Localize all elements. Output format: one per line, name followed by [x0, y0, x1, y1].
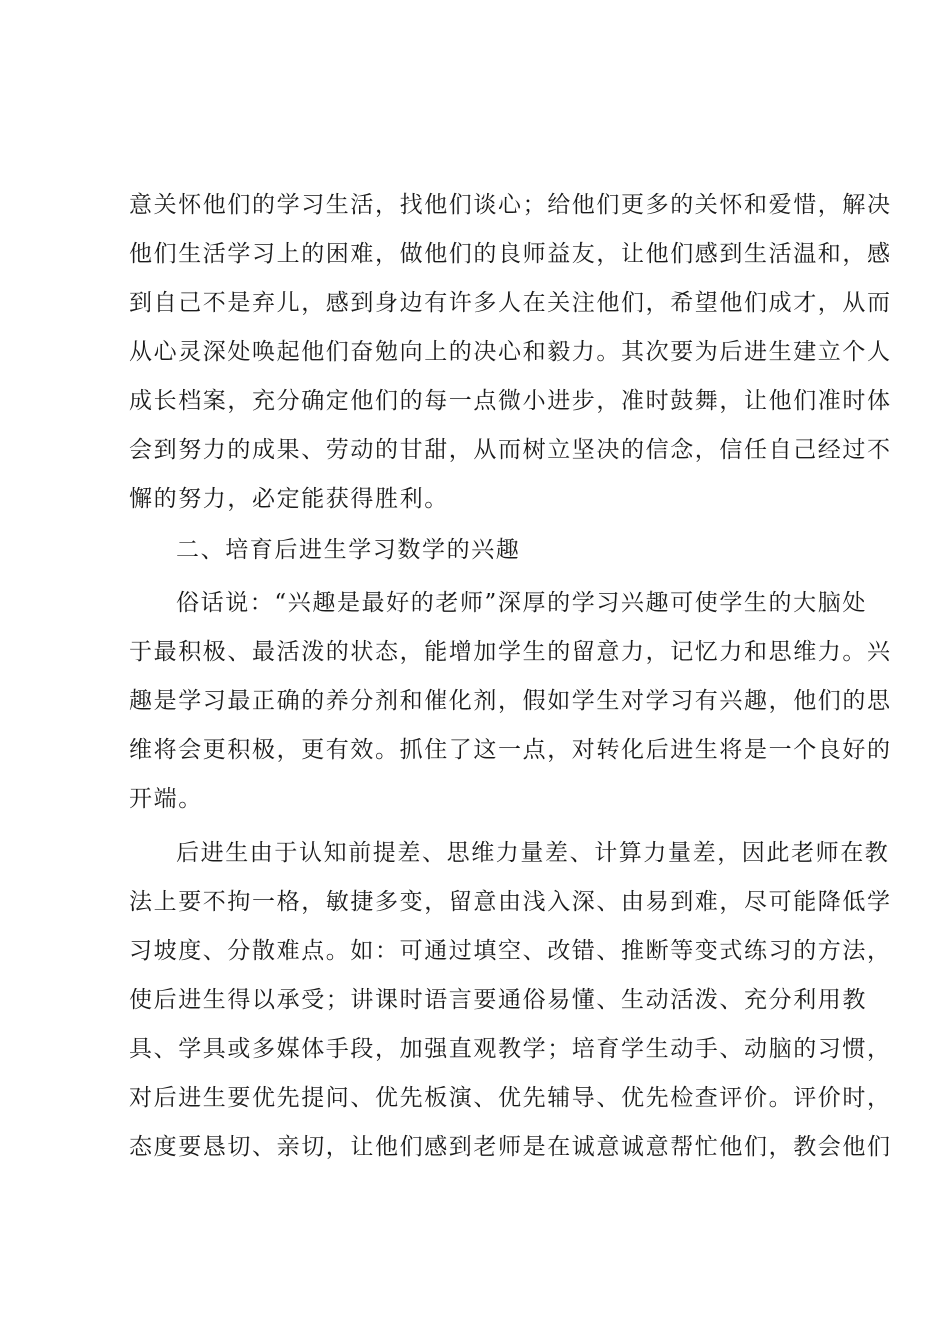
paragraph-line: 后进生由于认知前提差、思维力量差、计算力量差，因此老师在教 [176, 840, 890, 866]
paragraph-line: 使后进生得以承受；讲课时语言要通俗易懂、生动活泼、充分利用教 [129, 987, 867, 1013]
paragraph-line: 法上要不拘一格，敏捷多变，留意由浅入深、由易到难，尽可能降低学 [129, 889, 892, 915]
paragraph-line: 会到努力的成果、劳动的甘甜，从而树立坚决的信念，信任自己经过不 [129, 437, 892, 463]
paragraph-line: 态度要恳切、亲切，让他们感到老师是在诚意诚意帮忙他们，教会他们 [129, 1134, 892, 1160]
paragraph-line: 趣是学习最正确的养分剂和催化剂，假如学生对学习有兴趣，他们的思 [129, 688, 892, 714]
paragraph-line: 成长档案，充分确定他们的每一点微小进步，准时鼓舞，让他们准时体 [129, 388, 892, 414]
paragraph-line: 到自己不是弃儿，感到身边有许多人在关注他们，希望他们成才，从而 [129, 290, 892, 316]
paragraph-line: 俗话说：“兴趣是最好的老师”深厚的学习兴趣可使学生的大脑处 [176, 590, 867, 616]
paragraph-line: 意关怀他们的学习生活，找他们谈心；给他们更多的关怀和爱惜，解决 [129, 192, 892, 218]
paragraph-line: 他们生活学习上的困难，做他们的良师益友，让他们感到生活温和，感 [129, 241, 892, 267]
paragraph-line: 从心灵深处唤起他们奋勉向上的决心和毅力。其次要为后进生建立个人 [129, 339, 892, 365]
paragraph-line: 习坡度、分散难点。如：可通过填空、改错、推断等变式练习的方法， [129, 938, 892, 964]
paragraph-line: 开端。 [129, 786, 203, 812]
paragraph-line: 于最积极、最活泼的状态，能增加学生的留意力，记忆力和思维力。兴 [129, 639, 892, 665]
paragraph-line: 对后进生要优先提问、优先板演、优先辅导、优先检查评价。评价时， [129, 1085, 892, 1111]
paragraph-line: 具、学具或多媒体手段，加强直观教学；培育学生动手、动脑的习惯， [129, 1036, 892, 1062]
paragraph-line: 懈的努力，必定能获得胜利。 [129, 486, 449, 512]
section-heading: 二、培育后进生学习数学的兴趣 [176, 537, 521, 563]
paragraph-line: 维将会更积极，更有效。抓住了这一点，对转化后进生将是一个良好的 [129, 737, 892, 763]
